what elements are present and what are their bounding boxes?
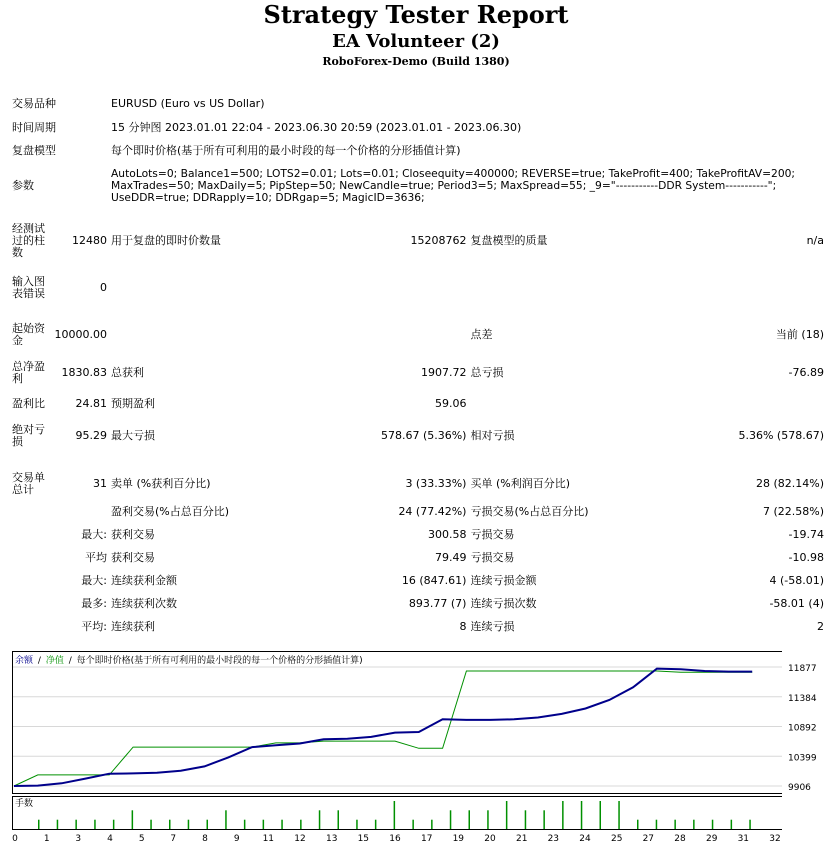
x-tick-label: 13 <box>325 834 338 844</box>
x-tick-label: 32 <box>769 834 781 844</box>
gross-loss-value: -76.89 <box>788 366 824 379</box>
x-tick-label: 1 <box>43 834 50 844</box>
chart-frame <box>13 652 783 794</box>
avgcons-win-value: 8 <box>459 619 467 633</box>
quality-label: 复盘模型的质量 <box>470 234 548 247</box>
x-tick-label: 25 <box>610 834 623 844</box>
x-tick-label: 19 <box>452 834 465 844</box>
symbol-label: 交易品种 <box>12 97 56 110</box>
maxcons-loss-value: 4 (-58.01) <box>769 573 824 587</box>
row-most-consecutive <box>10 592 826 615</box>
bars-value: 12480 <box>72 234 107 247</box>
volume-bar <box>319 810 321 829</box>
x-tick-label: 3 <box>75 834 82 844</box>
y-axis <box>782 651 832 801</box>
row-win-loss <box>10 500 826 523</box>
volume-bar <box>469 810 471 829</box>
payoff-value: 59.06 <box>434 397 467 410</box>
trades-value: 31 <box>93 476 107 490</box>
volume-bar <box>543 810 545 829</box>
x-tick-label: 0 <box>12 834 18 844</box>
avg-loss-label: 亏损交易 <box>470 550 515 564</box>
win-label: 盈利交易(%占总百分比) <box>111 504 230 518</box>
loss-label: 亏损交易(%占总百分比) <box>470 504 589 518</box>
largest-loss-label: 亏损交易 <box>470 527 515 541</box>
params-line-3: UseDDR=true; DDRapply=10; DDRgap=5; MagicID=3636; <box>111 191 425 204</box>
server-build: RoboForex-Demo (Build 1380) <box>322 55 510 68</box>
params-line-2: MaxTrades=50; MaxDaily=5; PipStep=50; NewCandle=true; Period3=5; MaxSpread=55; _9="-----------DDR System-----------"; <box>111 179 777 192</box>
gross-profit-label: 总获利 <box>111 366 144 379</box>
volume-bar <box>225 810 227 829</box>
row-period <box>10 116 826 139</box>
maxcons-win-label: 连续获利金额 <box>111 573 177 587</box>
largest-loss-value: -19.74 <box>788 527 824 541</box>
row-trades <box>10 467 826 500</box>
params-line-1: AutoLots=0; Balance1=500; LOTS2=0.01; Lots=0.01; Closeequity=400000; REVERSE=true; TakeProfit=400; TakeProfitAV=200; <box>111 167 796 180</box>
report-table <box>10 92 826 638</box>
row-average <box>10 546 826 569</box>
maxcons-win-value: 16 (847.61) <box>401 573 467 587</box>
x-tick-label: 17 <box>420 834 433 844</box>
volume-bar <box>394 801 396 829</box>
model-value: 每个即时价格(基于所有可利用的最小时段的每一个价格的分形插值计算) <box>111 143 461 157</box>
rel-dd-value: 5.36% (578.67) <box>738 428 824 442</box>
avgcons-loss-value: 2 <box>817 619 824 633</box>
row-net <box>10 358 826 388</box>
bars-label: 经测试过的柱数 <box>12 222 45 259</box>
x-tick-label: 29 <box>705 834 718 844</box>
payoff-label: 预期盈利 <box>111 397 155 410</box>
volume-bar <box>581 801 583 829</box>
errors-label: 输入图表错误 <box>12 274 45 300</box>
avg-win-value: 79.49 <box>434 550 467 564</box>
volume-bar <box>132 810 134 829</box>
row-bars <box>10 218 826 264</box>
rel-dd-label: 相对亏损 <box>470 428 515 442</box>
max-dd-label: 最大亏损 <box>111 428 155 442</box>
row-errors <box>10 264 826 311</box>
largest-win-label: 获利交易 <box>111 527 155 541</box>
legend-balance: 余额 <box>15 656 34 666</box>
period-value: 15 分钟图 2023.01.01 22:04 - 2023.06.30 20:59 (2023.01.01 - 2023.06.30) <box>111 120 522 134</box>
loss-value: 7 (22.58%) <box>762 504 824 518</box>
row-largest <box>10 523 826 546</box>
maxcons-loss-label: 连续亏损金额 <box>470 573 537 587</box>
x-tick-label: 16 <box>389 834 401 844</box>
avg-win-label: 获利交易 <box>111 550 155 564</box>
row-symbol <box>10 92 826 116</box>
x-tick-label: 24 <box>579 834 591 844</box>
x-tick-label: 12 <box>294 834 306 844</box>
legend-equity: 净值 <box>45 656 64 666</box>
x-tick-label: 23 <box>547 834 560 844</box>
win-value: 24 (77.42%) <box>398 504 467 518</box>
errors-value: 0 <box>100 280 107 294</box>
trades-label: 交易单总计 <box>12 470 45 496</box>
x-tick-label: 15 <box>357 834 370 844</box>
spread-label: 点差 <box>470 327 493 341</box>
net-label: 总净盈利 <box>12 360 45 385</box>
spread-value: 当前 (18) <box>775 327 824 341</box>
short-label: 卖单 (%获利百分比) <box>111 476 211 490</box>
volume-bar <box>450 810 452 829</box>
long-label: 买单 (%利润百分比) <box>470 476 570 490</box>
volume-bar <box>618 801 620 829</box>
x-tick-label: 8 <box>202 834 208 844</box>
gross-profit-value: 1907.72 <box>420 366 467 379</box>
avgcons-win-label: 连续获利 <box>111 619 155 633</box>
avg-loss-value: -10.98 <box>788 550 824 564</box>
x-tick-label: 11 <box>262 834 275 844</box>
avgcons-loss-label: 连续亏损 <box>470 619 515 633</box>
y-tick-label: 11384 <box>788 693 817 704</box>
row-max-consecutive <box>10 569 826 592</box>
volume-chart <box>12 796 782 830</box>
deposit-label: 起始资金 <box>12 321 45 347</box>
volume-bar <box>562 801 564 829</box>
abs-dd-value: 95.29 <box>75 428 107 442</box>
period-label: 时间周期 <box>12 120 56 134</box>
row-model <box>10 139 826 162</box>
legend-sep-1: / <box>37 656 41 666</box>
quality-value: n/a <box>806 234 824 247</box>
row-profit-factor <box>10 388 826 420</box>
x-tick-label: 4 <box>107 834 113 844</box>
most-win-label: 连续获利次数 <box>111 596 177 610</box>
ticks-label: 用于复盘的即时价数量 <box>111 234 221 247</box>
volume-bar <box>338 810 340 829</box>
x-tick-label: 9 <box>233 834 240 844</box>
x-axis <box>0 828 832 848</box>
x-tick-label: 20 <box>484 834 496 844</box>
x-tick-label: 27 <box>642 834 655 844</box>
params-label: 参数 <box>12 179 34 192</box>
max-dd-value: 578.67 (5.36%) <box>380 428 467 442</box>
x-tick-label: 7 <box>170 834 177 844</box>
most-win-value: 893.77 (7) <box>408 596 467 610</box>
volume-bar <box>600 801 602 829</box>
row-params <box>10 162 826 210</box>
legend-sep-2: / <box>68 656 72 666</box>
x-tick-label: 21 <box>515 834 528 844</box>
y-tick-label: 10399 <box>788 753 817 764</box>
x-tick-label: 28 <box>674 834 686 844</box>
maxcons-prefix: 最大: <box>81 573 107 587</box>
avg-prefix: 平均 <box>85 550 107 564</box>
x-tick-label: 31 <box>737 834 750 844</box>
row-deposit <box>10 311 826 358</box>
avgcons-prefix: 平均: <box>81 619 107 633</box>
report-title: Strategy Tester Report <box>263 0 569 29</box>
gross-loss-label: 总亏损 <box>470 366 504 379</box>
volume-bar <box>525 810 527 829</box>
volume-label: 手数 <box>15 799 34 809</box>
y-tick-label: 9906 <box>788 783 811 793</box>
largest-prefix: 最大: <box>81 527 107 541</box>
long-value: 28 (82.14%) <box>755 476 824 490</box>
model-label: 复盘模型 <box>12 143 56 157</box>
ea-name: EA Volunteer (2) <box>332 31 500 52</box>
symbol-value: EURUSD (Euro vs US Dollar) <box>111 97 265 110</box>
most-loss-value: -58.01 (4) <box>769 596 824 610</box>
volume-frame <box>13 797 783 830</box>
y-tick-label: 11877 <box>788 664 817 674</box>
pf-label: 盈利比 <box>12 397 45 410</box>
balance-equity-chart <box>12 651 782 794</box>
most-prefix: 最多: <box>81 596 107 610</box>
x-tick-label: 5 <box>138 834 145 844</box>
abs-dd-label: 绝对亏损 <box>12 422 45 448</box>
most-loss-label: 连续亏损次数 <box>470 596 537 610</box>
volume-bar <box>487 810 489 829</box>
legend-model: 每个即时价格(基于所有可利用的最小时段的每一个价格的分形插值计算) <box>76 656 363 666</box>
y-tick-label: 10892 <box>788 723 817 734</box>
ticks-value: 15208762 <box>410 234 467 247</box>
volume-bar <box>506 801 508 829</box>
net-value: 1830.83 <box>61 366 107 379</box>
deposit-value: 10000.00 <box>54 327 107 341</box>
short-value: 3 (33.33%) <box>405 476 467 490</box>
row-avg-consecutive <box>10 615 826 638</box>
params-value <box>109 162 826 210</box>
pf-value: 24.81 <box>75 397 107 410</box>
largest-win-value: 300.58 <box>427 527 467 541</box>
row-drawdown <box>10 420 826 451</box>
